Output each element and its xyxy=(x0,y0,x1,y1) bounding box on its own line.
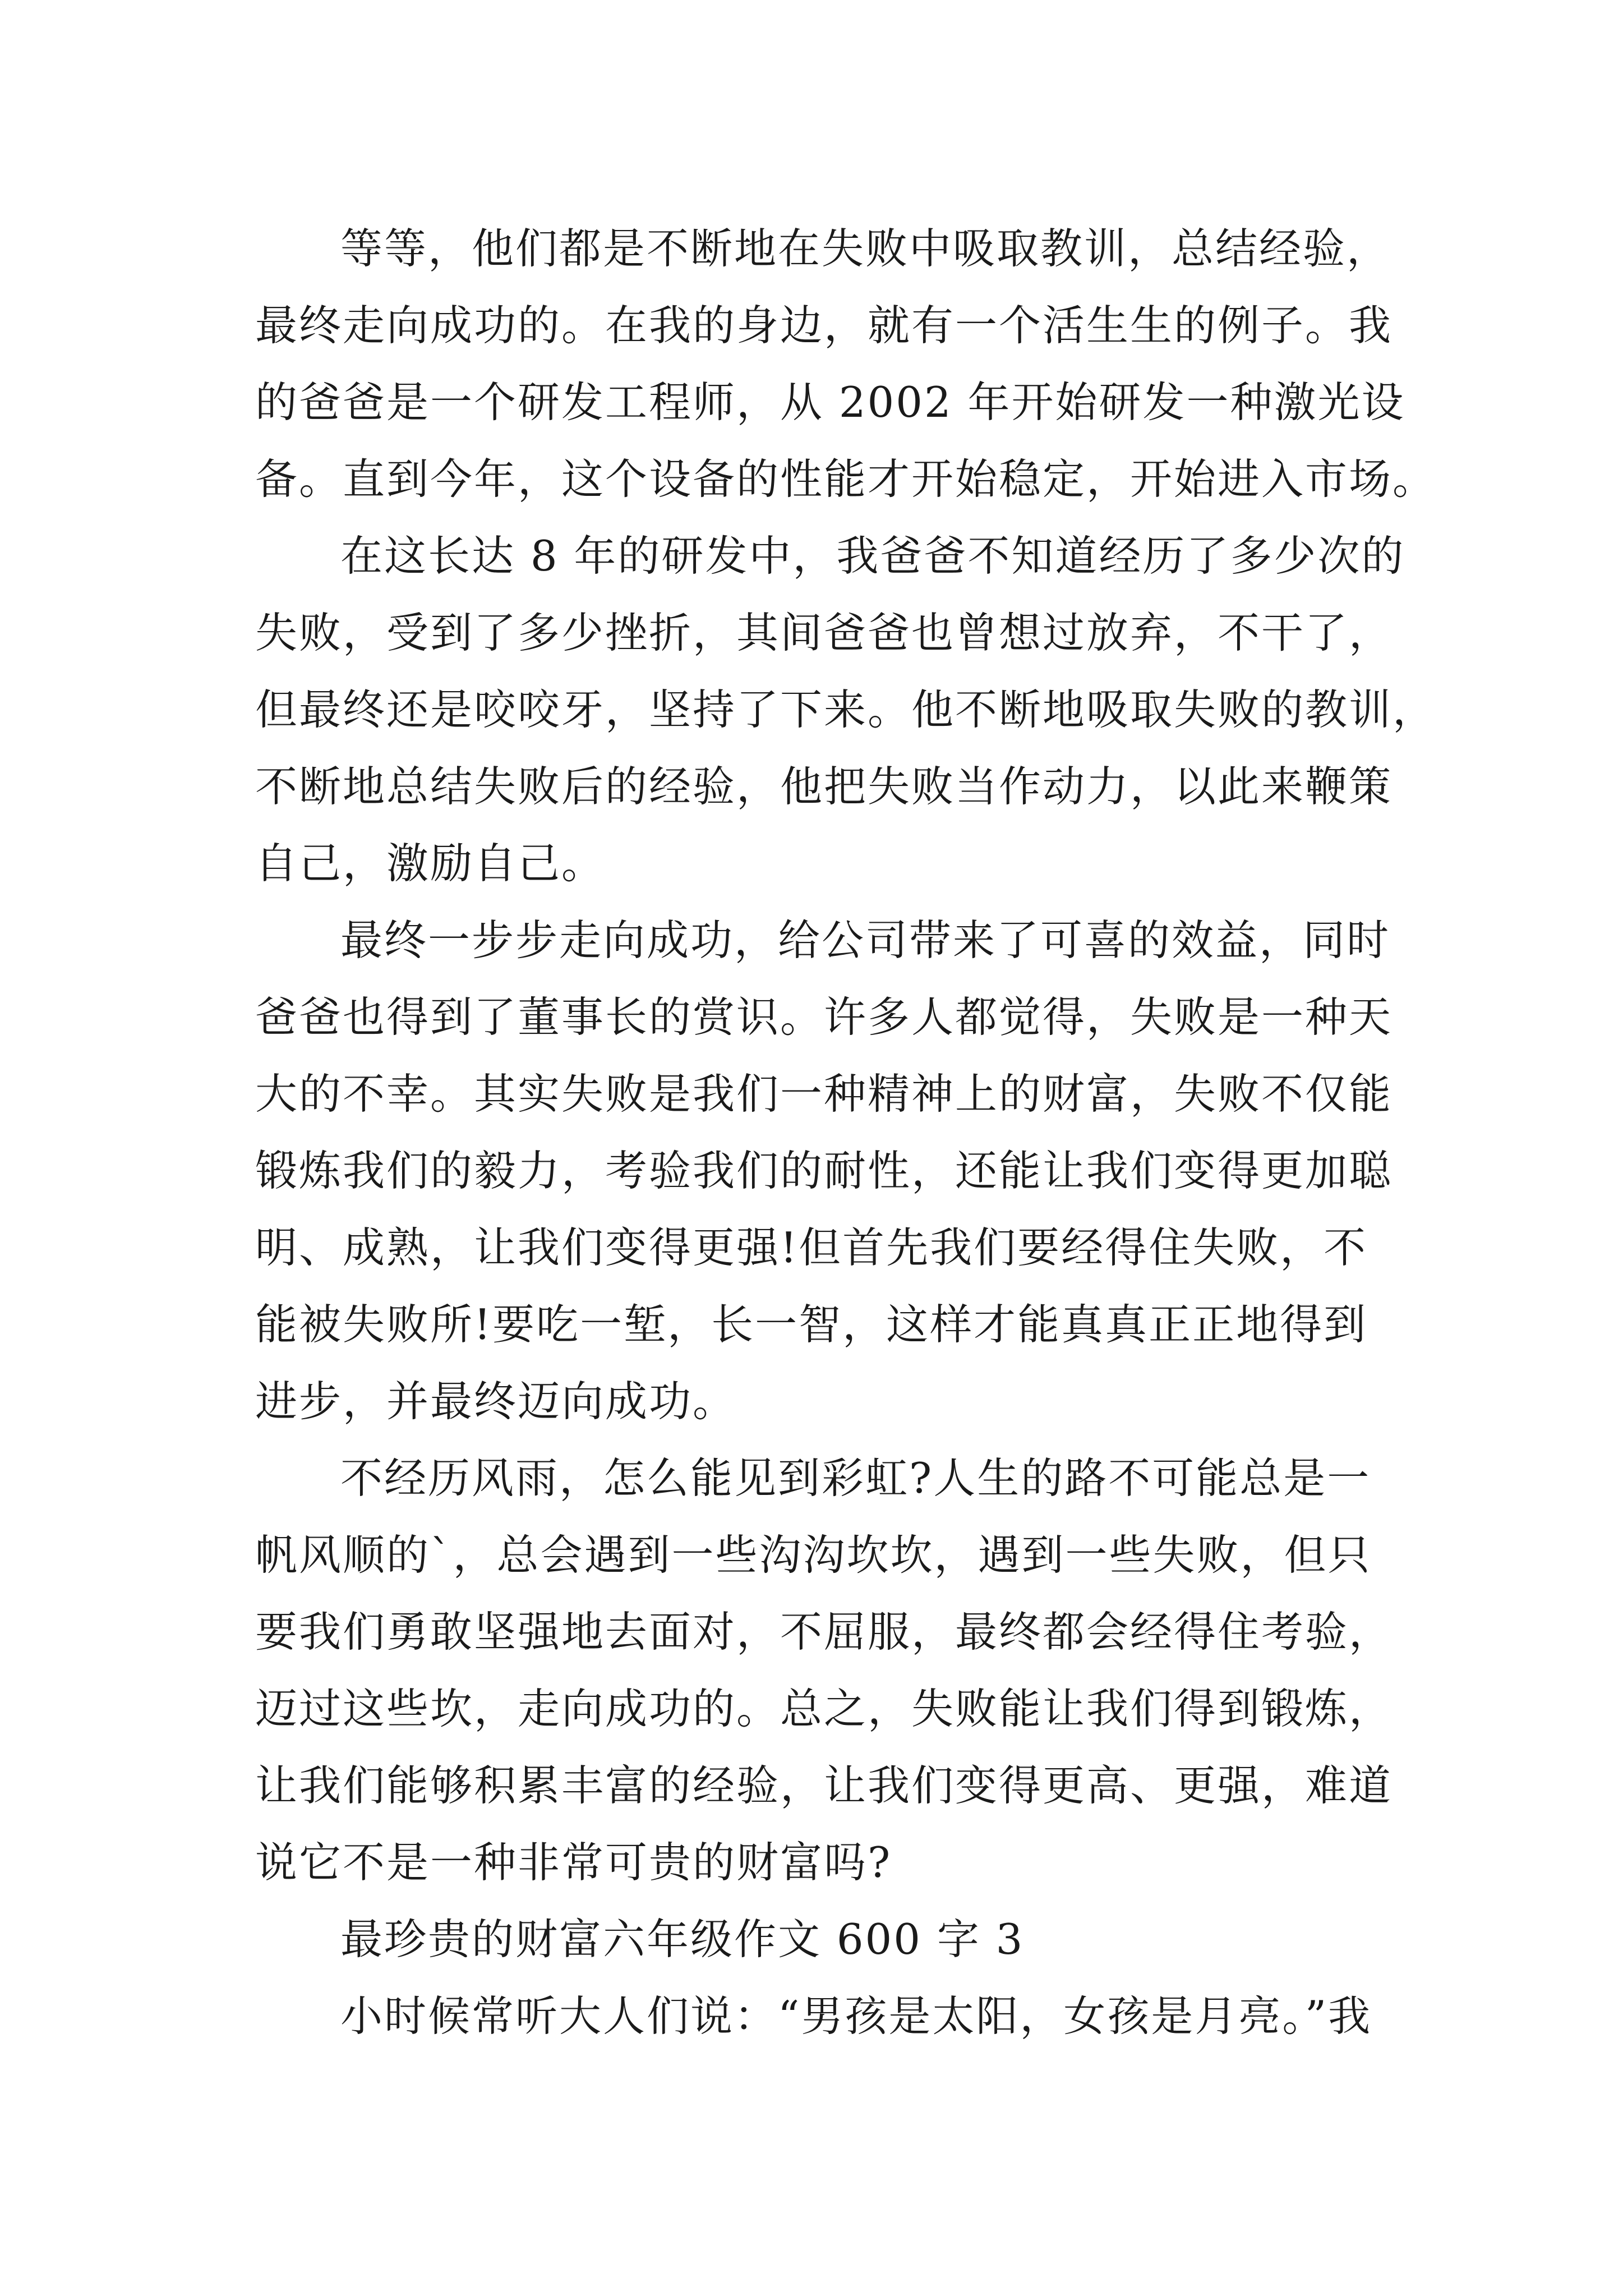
text-line: 备。直到今年，这个设备的性能才开始稳定，开始进入市场。 xyxy=(255,454,1437,504)
text-line: 的爸爸是一个研发工程师，从 2002 年开始研发一种激光设 xyxy=(255,378,1405,427)
text-line: 失败，受到了多少挫折，其间爸爸也曾想过放弃，不干了， xyxy=(255,608,1393,657)
text-line: 迈过这些坎，走向成功的。总之，失败能让我们得到锻炼， xyxy=(255,1684,1393,1733)
text-line: 不经历风雨，怎么能见到彩虹?人生的路不可能总是一 xyxy=(340,1453,1371,1503)
text-line: 让我们能够积累丰富的经验，让我们变得更高、更强，难道 xyxy=(255,1761,1393,1810)
text-line: 最终走向成功的。在我的身边，就有一个活生生的例子。我 xyxy=(255,301,1393,350)
section-heading: 最珍贵的财富六年级作文 600 字 3 xyxy=(340,1915,1025,1964)
text-line: 明、成熟，让我们变得更强!但首先我们要经得住失败，不 xyxy=(255,1223,1368,1272)
text-line: 进步，并最终迈向成功。 xyxy=(255,1377,737,1426)
text-line: 但最终还是咬咬牙，坚持了下来。他不断地吸取失败的教训， xyxy=(255,685,1437,734)
essay-body xyxy=(255,210,1437,2055)
text-line: 帆风顺的`，总会遇到一些沟沟坎坎，遇到一些失败，但只 xyxy=(255,1530,1372,1580)
text-line: 等等，他们都是不断地在失败中吸取教训，总结经验， xyxy=(340,224,1391,273)
text-line: 爸爸也得到了董事长的赏识。许多人都觉得，失败是一种天 xyxy=(255,992,1393,1042)
text-line: 小时候常听大人们说：“男孩是太阳，女孩是月亮。”我 xyxy=(340,1991,1372,2041)
text-line: 能被失败所!要吃一堑，长一智，这样才能真真正正地得到 xyxy=(255,1300,1368,1349)
text-line: 锻炼我们的毅力，考验我们的耐性，还能让我们变得更加聪 xyxy=(255,1146,1393,1195)
text-line: 在这长达 8 年的研发中，我爸爸不知道经历了多少次的 xyxy=(340,531,1405,581)
text-line: 自己，激励自己。 xyxy=(255,839,606,888)
text-line: 说它不是一种非常可贵的财富吗? xyxy=(255,1838,892,1887)
text-line: 最终一步步走向成功，给公司带来了可喜的效益，同时 xyxy=(340,915,1391,965)
text-line: 大的不幸。其实失败是我们一种精神上的财富，失败不仅能 xyxy=(255,1069,1393,1119)
text-line: 不断地总结失败后的经验，他把失败当作动力，以此来鞭策 xyxy=(255,762,1393,811)
text-line: 要我们勇敢坚强地去面对，不屈服，最终都会经得住考验， xyxy=(255,1607,1393,1657)
